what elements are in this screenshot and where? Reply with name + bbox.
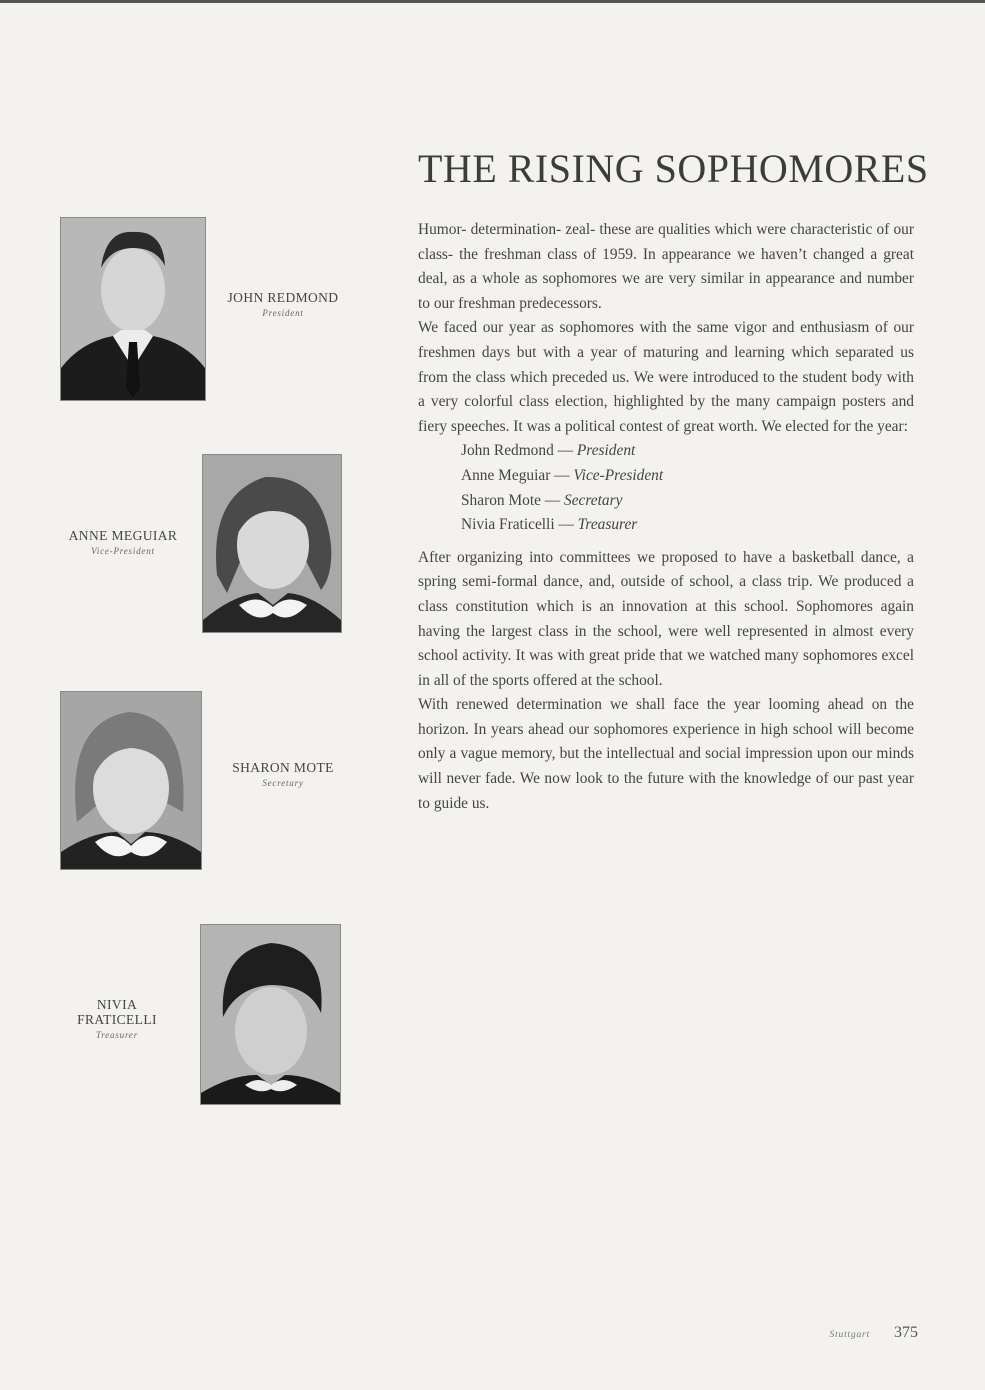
caption-role: President <box>262 308 304 318</box>
page-title: THE RISING SOPHOMORES <box>418 146 929 191</box>
caption-name: JOHN REDMOND <box>227 290 339 305</box>
officer-item: Nivia Fraticelli — Treasurer <box>461 516 638 534</box>
caption-nivia-fraticelli <box>62 997 172 1043</box>
paragraph-2: We faced our year as sophomores with the same vigor and enthusiasm of our freshmen days but with a year of maturing and learning which separated us from the class which preceded us. We were introduced to the student body with a very colorful class election, highlighted by the many campaign posters and fiery speeches. It was a political contest of great worth. We elected for the year: <box>418 319 914 435</box>
page-number: 375 <box>894 1324 918 1341</box>
officer-item: John Redmond — President <box>461 442 636 460</box>
top-edge-rule <box>0 0 985 3</box>
caption-anne-meguiar <box>52 528 194 559</box>
portrait-john-redmond <box>61 218 205 400</box>
caption-role: Secretary <box>262 778 304 788</box>
officer-item: Anne Meguiar — Vice-President <box>461 466 664 484</box>
portrait-sharon-mote <box>61 692 201 869</box>
caption-name: SHARON MOTE <box>232 760 334 775</box>
paragraph-4: With renewed determination we shall face the year looming ahead on the horizon. In years ahead our sophomores experience in high school will become only a vague memory, but the intellectual and social impression upon our minds will never fade. We now look to the future with the knowledge of our past year to guide us. <box>418 696 914 812</box>
footer-school-name: Stuttgart <box>829 1330 870 1340</box>
article-body <box>418 218 914 816</box>
portrait-nivia-fraticelli <box>201 925 340 1104</box>
caption-role: Vice-President <box>91 546 155 556</box>
paragraph-3: After organizing into committees we proposed to have a basketball dance, a spring semi-formal dance, and, outside of school, a class trip. We produced a class constitution which is an innovation at this school. Sophomores again having the largest class in the school, were well represented in almost every school activity. It was with great pride that we watched many sophomores excel in all of the sports offered at the school. <box>418 548 914 689</box>
caption-john-redmond <box>212 290 354 321</box>
caption-name-line-1: NIVIA <box>96 997 138 1012</box>
officer-list <box>418 439 914 537</box>
caption-name: ANNE MEGUIAR <box>68 528 178 543</box>
portrait-anne-meguiar <box>203 455 341 632</box>
page-footer <box>800 1324 918 1342</box>
caption-role: Treasurer <box>95 1030 139 1040</box>
paragraph-1: Humor- determination- zeal- these are qualities which were characteristic of our class- the freshman class of 1959. In appearance we haven’t changed a great deal, as a whole as sophomores we are very similar in appearance and number to our freshman predecessors. <box>418 221 914 312</box>
caption-sharon-mote <box>212 760 354 791</box>
caption-name-line-2: FRATICELLI <box>77 1012 157 1027</box>
officer-item: Sharon Mote — Secretary <box>461 491 623 509</box>
